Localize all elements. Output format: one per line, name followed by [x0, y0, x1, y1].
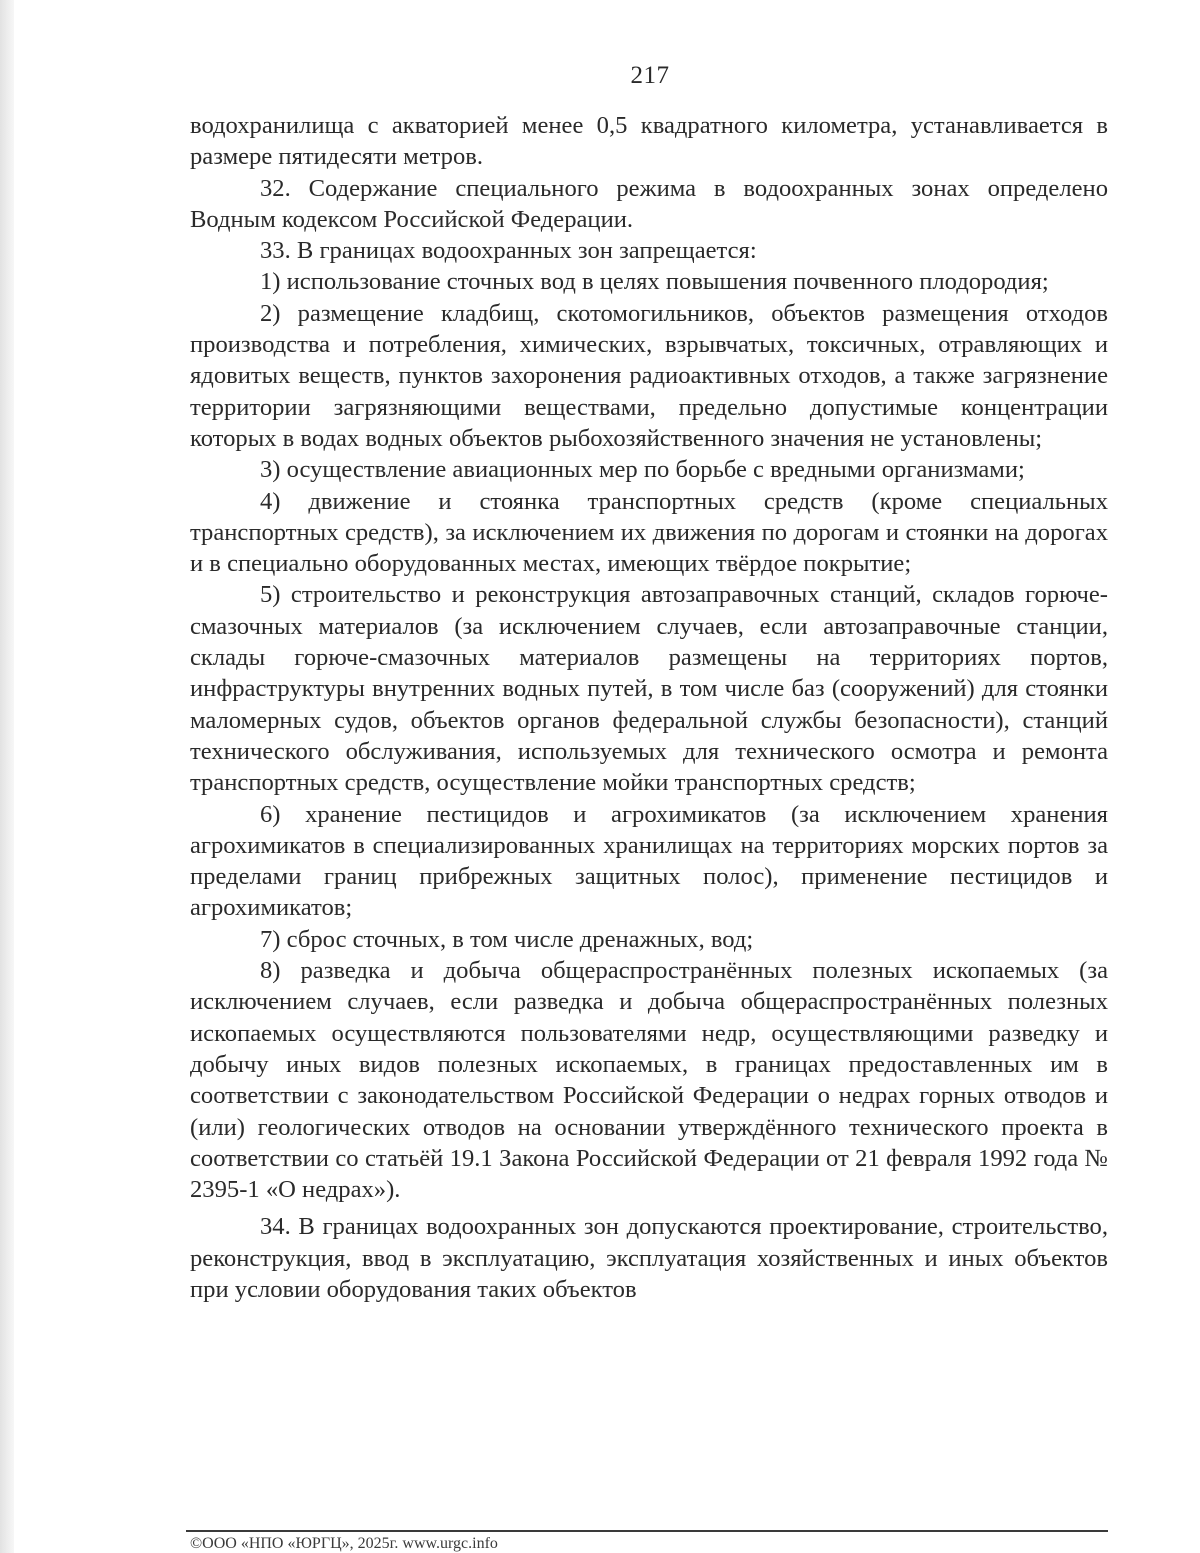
page-number: 217	[630, 62, 670, 89]
list-item-4: 4) движение и стоянка транспортных средств (кроме специальных транспортных средств), за исключением их движения по дорогам и стоянки на дорогах и в специально оборудованных местах, имеющих твёрдое покрытие;	[190, 487, 1108, 578]
list-item-7: 7) сброс сточных, в том числе дренажных, вод;	[260, 925, 754, 953]
list-item-3: 3) осуществление авиационных мер по борьбе с вредными организмами;	[260, 456, 1025, 484]
list-item-2: 2) размещение кладбищ, скотомогильников, объектов размещения отходов производства и потребления, химических, взрывчатых, токсичных, отравляющих и ядовитых веществ, пунктов захоронения радиоактивных отходов, а также загрязнение территории загрязняющими веществами, предельно допустимые концентрации которых в водах водных объектов рыбохозяйственного значения не установлены;	[190, 299, 1108, 452]
list-item-1: 1) использование сточных вод в целях повышения почвенного плодородия;	[260, 268, 1049, 296]
paragraph-continuation: водохранилища с акваторией менее 0,5 квадратного километра, устанавливается в размере пятидесяти метров.	[190, 112, 1108, 171]
footer-divider	[186, 1530, 1108, 1532]
paragraph-item-33: 33. В границах водоохранных зон запрещается:	[260, 237, 757, 265]
paragraph-item-32: 32. Содержание специального режима в водоохранных зонах определено Водным кодексом Российской Федерации.	[190, 174, 1108, 233]
list-item-5: 5) строительство и реконструкция автозаправочных станций, складов горюче-смазочных материалов (за исключением случаев, если автозаправочные станции, склады горюче-смазочных материалов размещены на территориях портов, инфраструктуры внутренних водных путей, в том числе баз (сооружений) для стоянки маломерных судов, объектов органов федеральной службы безопасности), станций технического обслуживания, используемых для технического осмотра и ремонта транспортных средств, осуществление мойки транспортных средств;	[190, 581, 1108, 797]
document-body	[190, 110, 1108, 1305]
list-item-6: 6) хранение пестицидов и агрохимикатов (за исключением хранения агрохимикатов в специализированных хранилищах на территориях морских портов за пределами границ прибрежных защитных полос), применение пестицидов и агрохимикатов;	[190, 800, 1108, 922]
list-item-8: 8) разведка и добыча общераспространённых полезных ископаемых (за исключением случаев, если разведка и добыча общераспространённых полезных ископаемых осуществляются пользователями недр, осуществляющими разведку и добычу иных видов полезных ископаемых, в границах предоставленных им в соответствии с законодательством Российской Федерации о недрах горных отводов и (или) геологических отводов на основании утверждённого технического проекта в соответствии со статьёй 19.1 Закона Российской Федерации от 21 февраля 1992 года № 2395-1 «О недрах»).	[190, 957, 1108, 1204]
footer-copyright: ©ООО «НПО «ЮРГЦ», 2025г. www.urgc.info	[190, 1535, 498, 1552]
paragraph-item-34: 34. В границах водоохранных зон допускаются проектирование, строительство, реконструкция, ввод в эксплуатацию, эксплуатация хозяйственных и иных объектов при условии оборудования таких объектов	[190, 1213, 1108, 1303]
scan-left-edge	[0, 0, 14, 1553]
